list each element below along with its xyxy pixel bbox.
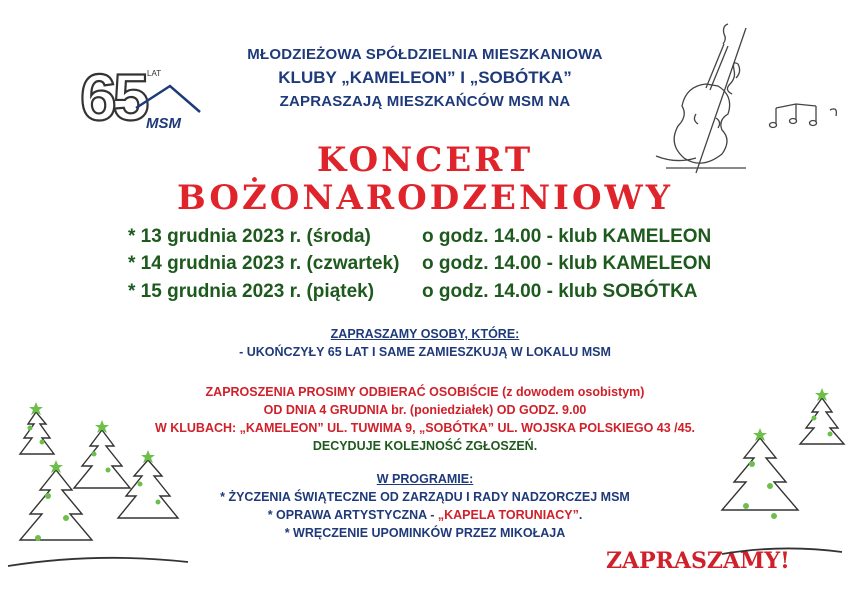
time-1: o godz. 14.00 - klub KAMELEON xyxy=(422,226,712,247)
tickets-line-4: DECYDUJE KOLEJNOŚĆ ZGŁOSZEŃ. xyxy=(312,439,538,453)
tickets-line-1: ZAPROSZENIA PROSIMY ODBIERAĆ OSOBIŚCIE (z dowodem osobistym) xyxy=(205,385,645,399)
logo-lat: LAT xyxy=(147,69,162,78)
date-2: * 14 grudnia 2023 r. (czwartek) xyxy=(128,253,400,274)
closing-text: ZAPRASZAMY! xyxy=(606,548,790,574)
title-line-2: BOŻONARODZENIOWY xyxy=(176,178,674,218)
program-heading: W PROGRAMIE: xyxy=(376,472,474,486)
date-row-2 xyxy=(128,253,711,275)
tickets-line-2: OD DNIA 4 GRUDNIA br. (poniedziałek) OD GODZ. 9.00 xyxy=(263,403,587,417)
time-2: o godz. 14.00 - klub KAMELEON xyxy=(422,253,712,274)
header-line-3: ZAPRASZAJĄ MIESZKAŃCÓW MSM NA xyxy=(279,93,571,110)
date-3: * 15 grudnia 2023 r. (piątek) xyxy=(128,281,375,302)
date-row-3 xyxy=(128,281,698,303)
christmas-trees-left xyxy=(8,398,208,578)
invite-heading: ZAPRASZAMY OSOBY, KTÓRE: xyxy=(330,327,520,341)
program-item-3: * WRĘCZENIE UPOMINKÓW PRZEZ MIKOŁAJA xyxy=(284,526,566,540)
invite-condition: - UKOŃCZYŁY 65 LAT I SAME ZAMIESZKUJĄ W LOKALU MSM xyxy=(239,345,611,359)
logo-number: 65 xyxy=(80,60,146,134)
title-line-1: KONCERT xyxy=(316,140,534,180)
program-artist-end: . xyxy=(578,508,583,522)
date-1: * 13 grudnia 2023 r. (środa) xyxy=(128,226,371,247)
program-item-1: * ŻYCZENIA ŚWIĄTECZNE OD ZARZĄDU I RADY NADZORCZEJ MSM xyxy=(220,490,630,504)
header-line-2: KLUBY „KAMELEON” I „SOBÓTKA” xyxy=(278,68,572,87)
header-line-1: MŁODZIEŻOWA SPÓŁDZIELNIA MIESZKANIOWA xyxy=(247,46,603,63)
tickets-line-3: W KLUBACH: „KAMELEON” UL. TUWIMA 9, „SOBÓTKA” UL. WOJSKA POLSKIEGO 43 /45. xyxy=(154,421,696,435)
date-row-1 xyxy=(128,226,711,248)
program-item-2-text: * OPRAWA ARTYSTYCZNA - xyxy=(267,508,438,522)
logo-brand: MSM xyxy=(146,115,181,132)
christmas-trees-right xyxy=(712,376,850,566)
time-3: o godz. 14.00 - klub SOBÓTKA xyxy=(422,281,698,302)
program-artist: „KAPELA TORUNIACY” xyxy=(437,508,579,522)
